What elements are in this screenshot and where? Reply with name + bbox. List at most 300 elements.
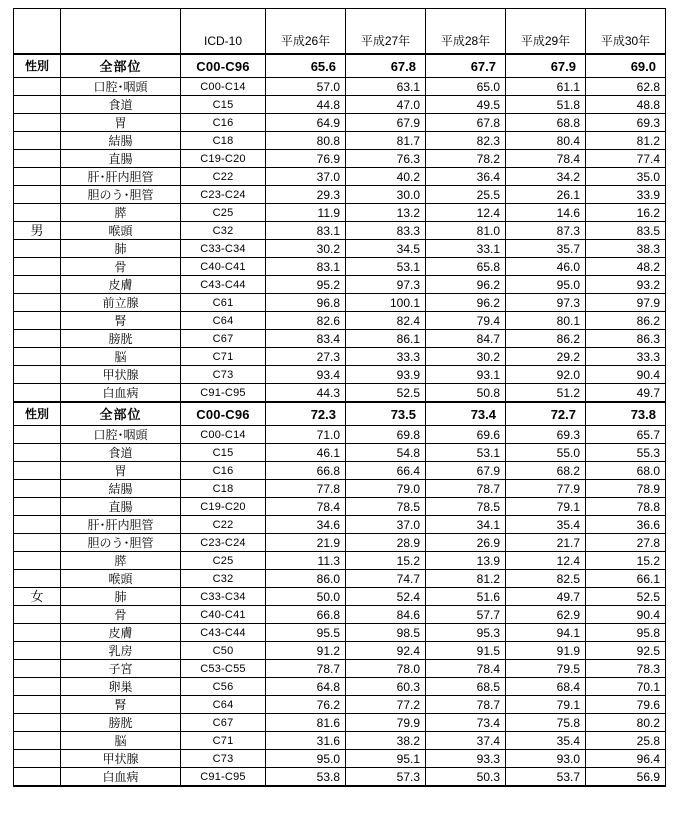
sex-spacer-cell [14,384,61,403]
sex-spacer-cell [14,516,61,534]
value-y5: 68.0 [586,462,666,480]
icd-code: C43-C44 [181,276,266,294]
total-site-label-male: 全部位 [61,54,181,78]
site-label: 肝･肝内胆管 [61,168,181,186]
value-y4: 79.5 [506,660,586,678]
value-y4: 82.5 [506,570,586,588]
value-y3: 53.1 [426,444,506,462]
value-y5: 86.3 [586,330,666,348]
value-y1: 71.0 [266,426,346,444]
sex-label-female: 女 [14,588,61,606]
sex-spacer-cell [14,78,61,96]
value-y5: 66.1 [586,570,666,588]
value-y2: 13.2 [346,204,426,222]
sex-spacer-cell [14,480,61,498]
value-y1: 95.5 [266,624,346,642]
sex-spacer-cell [14,258,61,276]
sex-spacer-cell [14,204,61,222]
value-y3: 36.4 [426,168,506,186]
value-y5: 15.2 [586,552,666,570]
sex-spacer-cell [14,714,61,732]
value-y2: 77.2 [346,696,426,714]
header-cell-site [61,9,181,55]
icd-code: C32 [181,222,266,240]
value-y5: 16.2 [586,204,666,222]
value-y5: 93.2 [586,276,666,294]
total-value-female-y2: 73.5 [346,402,426,426]
sex-spacer-cell [14,96,61,114]
header-cell-year-1: 平成26年 [266,9,346,55]
value-y2: 52.5 [346,384,426,403]
site-label: 喉頭 [61,222,181,240]
value-y1: 21.9 [266,534,346,552]
total-icd-code-female: C00-C96 [181,402,266,426]
value-y3: 79.4 [426,312,506,330]
value-y3: 91.5 [426,642,506,660]
value-y2: 67.9 [346,114,426,132]
value-y1: 83.1 [266,222,346,240]
value-y4: 21.7 [506,534,586,552]
table-row [14,678,666,696]
value-y4: 94.1 [506,624,586,642]
value-y5: 83.5 [586,222,666,240]
value-y2: 82.4 [346,312,426,330]
value-y1: 81.6 [266,714,346,732]
sex-spacer-cell [14,606,61,624]
value-y4: 92.0 [506,366,586,384]
value-y4: 26.1 [506,186,586,204]
site-label: 腎 [61,696,181,714]
table-row [14,552,666,570]
icd-code: C56 [181,678,266,696]
value-y4: 46.0 [506,258,586,276]
value-y4: 80.4 [506,132,586,150]
value-y4: 12.4 [506,552,586,570]
table-header-row [14,9,666,55]
value-y5: 48.8 [586,96,666,114]
value-y5: 77.4 [586,150,666,168]
value-y1: 96.8 [266,294,346,312]
value-y4: 68.4 [506,678,586,696]
value-y3: 65.0 [426,78,506,96]
value-y2: 34.5 [346,240,426,258]
value-y5: 78.8 [586,498,666,516]
table-row [14,570,666,588]
sex-spacer-cell [14,240,61,258]
sex-spacer-cell [14,768,61,787]
sex-spacer-cell [14,132,61,150]
value-y3: 65.8 [426,258,506,276]
value-y5: 92.5 [586,642,666,660]
value-y1: 66.8 [266,462,346,480]
sex-column-header-female: 性別 [14,402,61,426]
icd-code: C15 [181,444,266,462]
value-y5: 90.4 [586,606,666,624]
value-y5: 86.2 [586,312,666,330]
sex-spacer-cell [14,624,61,642]
site-label: 白血病 [61,384,181,403]
sex-spacer-cell [14,498,61,516]
value-y3: 73.4 [426,714,506,732]
value-y1: 29.3 [266,186,346,204]
value-y1: 86.0 [266,570,346,588]
value-y3: 96.2 [426,294,506,312]
value-y3: 26.9 [426,534,506,552]
value-y5: 78.3 [586,660,666,678]
value-y5: 56.9 [586,768,666,787]
value-y3: 93.3 [426,750,506,768]
value-y4: 14.6 [506,204,586,222]
sex-spacer-cell [14,114,61,132]
value-y4: 97.3 [506,294,586,312]
icd-code: C16 [181,462,266,480]
value-y5: 35.0 [586,168,666,186]
value-y3: 13.9 [426,552,506,570]
total-value-male-y5: 69.0 [586,54,666,78]
site-label: 脳 [61,732,181,750]
sex-spacer-cell [14,534,61,552]
table-row [14,660,666,678]
value-y3: 34.1 [426,516,506,534]
value-y5: 33.3 [586,348,666,366]
icd-code: C61 [181,294,266,312]
value-y2: 47.0 [346,96,426,114]
value-y4: 51.2 [506,384,586,403]
value-y1: 11.9 [266,204,346,222]
value-y1: 64.8 [266,678,346,696]
sex-spacer-cell [14,150,61,168]
value-y5: 96.4 [586,750,666,768]
site-label: 喉頭 [61,570,181,588]
value-y3: 25.5 [426,186,506,204]
value-y3: 49.5 [426,96,506,114]
table-row [14,150,666,168]
value-y5: 80.2 [586,714,666,732]
value-y4: 77.9 [506,480,586,498]
table-row [14,204,666,222]
value-y1: 76.9 [266,150,346,168]
value-y5: 25.8 [586,732,666,750]
value-y4: 51.8 [506,96,586,114]
site-label: 口腔･咽頭 [61,78,181,96]
site-label: 子宮 [61,660,181,678]
icd-code: C91-C95 [181,768,266,787]
sex-spacer-cell [14,750,61,768]
icd-code: C15 [181,96,266,114]
site-label: 白血病 [61,768,181,787]
value-y3: 33.1 [426,240,506,258]
icd-code: C71 [181,732,266,750]
value-y3: 68.5 [426,678,506,696]
table-row [14,498,666,516]
table-row [14,276,666,294]
table-row [14,444,666,462]
value-y3: 78.2 [426,150,506,168]
value-y5: 70.1 [586,678,666,696]
value-y3: 12.4 [426,204,506,222]
value-y2: 30.0 [346,186,426,204]
site-label: 甲状腺 [61,750,181,768]
value-y3: 69.6 [426,426,506,444]
value-y4: 61.1 [506,78,586,96]
value-y4: 95.0 [506,276,586,294]
value-y4: 75.8 [506,714,586,732]
sex-spacer-cell [14,642,61,660]
value-y3: 82.3 [426,132,506,150]
value-y3: 81.2 [426,570,506,588]
table-row [14,114,666,132]
value-y5: 78.9 [586,480,666,498]
site-label: 甲状腺 [61,366,181,384]
table-row [14,516,666,534]
sex-spacer-cell [14,426,61,444]
sex-spacer-cell [14,348,61,366]
table-row [14,240,666,258]
value-y2: 63.1 [346,78,426,96]
value-y1: 53.8 [266,768,346,787]
value-y3: 37.4 [426,732,506,750]
icd-code: C19-C20 [181,498,266,516]
icd-code: C22 [181,168,266,186]
value-y5: 97.9 [586,294,666,312]
value-y2: 78.0 [346,660,426,678]
value-y4: 55.0 [506,444,586,462]
sex-spacer-cell [14,462,61,480]
icd-code: C71 [181,348,266,366]
value-y4: 29.2 [506,348,586,366]
value-y1: 30.2 [266,240,346,258]
value-y2: 92.4 [346,642,426,660]
table-row [14,624,666,642]
value-y4: 87.3 [506,222,586,240]
value-y2: 28.9 [346,534,426,552]
value-y3: 81.0 [426,222,506,240]
value-y3: 50.3 [426,768,506,787]
value-y1: 80.8 [266,132,346,150]
sex-column-header-male: 性別 [14,54,61,78]
table-row [14,132,666,150]
icd-code: C19-C20 [181,150,266,168]
table-row [14,222,666,240]
value-y3: 95.3 [426,624,506,642]
sex-spacer-cell [14,186,61,204]
value-y5: 49.7 [586,384,666,403]
value-y4: 86.2 [506,330,586,348]
value-y4: 35.4 [506,516,586,534]
site-label: 前立腺 [61,294,181,312]
value-y1: 78.7 [266,660,346,678]
sex-spacer-cell [14,312,61,330]
icd-code: C25 [181,204,266,222]
table-row [14,642,666,660]
total-value-female-y1: 72.3 [266,402,346,426]
value-y1: 83.4 [266,330,346,348]
value-y4: 93.0 [506,750,586,768]
sex-spacer-cell [14,660,61,678]
site-label: 乳房 [61,642,181,660]
site-label: 食道 [61,444,181,462]
site-label: 胆のう･胆管 [61,534,181,552]
site-label: 胃 [61,114,181,132]
value-y3: 96.2 [426,276,506,294]
total-value-male-y4: 67.9 [506,54,586,78]
table-row [14,330,666,348]
value-y5: 27.8 [586,534,666,552]
icd-code: C23-C24 [181,534,266,552]
site-label: 胆のう･胆管 [61,186,181,204]
total-site-label-female: 全部位 [61,402,181,426]
value-y5: 36.6 [586,516,666,534]
site-label: 膵 [61,204,181,222]
value-y2: 83.3 [346,222,426,240]
value-y3: 67.9 [426,462,506,480]
value-y2: 57.3 [346,768,426,787]
site-label: 直腸 [61,498,181,516]
sex-spacer-cell [14,570,61,588]
icd-code: C40-C41 [181,606,266,624]
icd-code: C00-C14 [181,78,266,96]
value-y5: 95.8 [586,624,666,642]
value-y4: 68.8 [506,114,586,132]
section-total-row-female [14,402,666,426]
table-body [14,9,666,787]
value-y5: 90.4 [586,366,666,384]
icd-code: C18 [181,132,266,150]
site-label: 腎 [61,312,181,330]
value-y2: 95.1 [346,750,426,768]
table-row [14,96,666,114]
table-row [14,366,666,384]
value-y3: 50.8 [426,384,506,403]
total-value-female-y5: 73.8 [586,402,666,426]
icd-code: C22 [181,516,266,534]
value-y1: 34.6 [266,516,346,534]
value-y5: 69.3 [586,114,666,132]
site-label: 骨 [61,258,181,276]
value-y5: 62.8 [586,78,666,96]
sex-spacer-cell [14,168,61,186]
value-y1: 82.6 [266,312,346,330]
header-cell-icd: ICD-10 [181,9,266,55]
site-label: 膵 [61,552,181,570]
value-y5: 79.6 [586,696,666,714]
header-cell-year-3: 平成28年 [426,9,506,55]
value-y5: 52.5 [586,588,666,606]
site-label: 直腸 [61,150,181,168]
value-y5: 48.2 [586,258,666,276]
site-label: 脳 [61,348,181,366]
value-y2: 15.2 [346,552,426,570]
table-row [14,480,666,498]
value-y4: 34.2 [506,168,586,186]
value-y2: 100.1 [346,294,426,312]
table-row [14,384,666,403]
value-y4: 79.1 [506,498,586,516]
icd-code: C73 [181,750,266,768]
value-y5: 81.2 [586,132,666,150]
value-y1: 44.8 [266,96,346,114]
table-row [14,606,666,624]
value-y3: 67.8 [426,114,506,132]
value-y1: 78.4 [266,498,346,516]
table-row [14,696,666,714]
site-label: 肺 [61,240,181,258]
total-value-female-y4: 72.7 [506,402,586,426]
icd-code: C40-C41 [181,258,266,276]
value-y1: 95.2 [266,276,346,294]
value-y1: 93.4 [266,366,346,384]
value-y5: 33.9 [586,186,666,204]
header-cell-year-5: 平成30年 [586,9,666,55]
icd-code: C67 [181,330,266,348]
value-y1: 76.2 [266,696,346,714]
icd-code: C23-C24 [181,186,266,204]
value-y2: 79.9 [346,714,426,732]
value-y3: 78.7 [426,480,506,498]
table-row [14,348,666,366]
value-y1: 50.0 [266,588,346,606]
survival-rate-table [13,8,666,787]
value-y3: 78.7 [426,696,506,714]
sex-spacer-cell [14,276,61,294]
site-label: 膀胱 [61,330,181,348]
value-y5: 38.3 [586,240,666,258]
icd-code: C91-C95 [181,384,266,403]
table-row [14,588,666,606]
value-y2: 79.0 [346,480,426,498]
icd-code: C64 [181,696,266,714]
value-y1: 31.6 [266,732,346,750]
site-label: 皮膚 [61,276,181,294]
value-y2: 33.3 [346,348,426,366]
site-label: 口腔･咽頭 [61,426,181,444]
value-y4: 91.9 [506,642,586,660]
value-y4: 53.7 [506,768,586,787]
value-y3: 57.7 [426,606,506,624]
site-label: 食道 [61,96,181,114]
value-y2: 78.5 [346,498,426,516]
value-y2: 53.1 [346,258,426,276]
total-value-male-y1: 65.6 [266,54,346,78]
value-y1: 37.0 [266,168,346,186]
value-y2: 69.8 [346,426,426,444]
header-cell-year-4: 平成29年 [506,9,586,55]
value-y4: 68.2 [506,462,586,480]
value-y1: 64.9 [266,114,346,132]
sex-spacer-cell [14,366,61,384]
value-y3: 78.4 [426,660,506,678]
icd-code: C50 [181,642,266,660]
value-y2: 76.3 [346,150,426,168]
value-y5: 65.7 [586,426,666,444]
value-y4: 49.7 [506,588,586,606]
value-y1: 66.8 [266,606,346,624]
sex-spacer-cell [14,552,61,570]
table-row [14,258,666,276]
table-row [14,534,666,552]
total-value-male-y3: 67.7 [426,54,506,78]
icd-code: C43-C44 [181,624,266,642]
icd-code: C73 [181,366,266,384]
icd-code: C33-C34 [181,588,266,606]
icd-code: C64 [181,312,266,330]
value-y2: 97.3 [346,276,426,294]
icd-code: C32 [181,570,266,588]
sex-label-male: 男 [14,222,61,240]
value-y2: 54.8 [346,444,426,462]
value-y2: 98.5 [346,624,426,642]
value-y2: 86.1 [346,330,426,348]
